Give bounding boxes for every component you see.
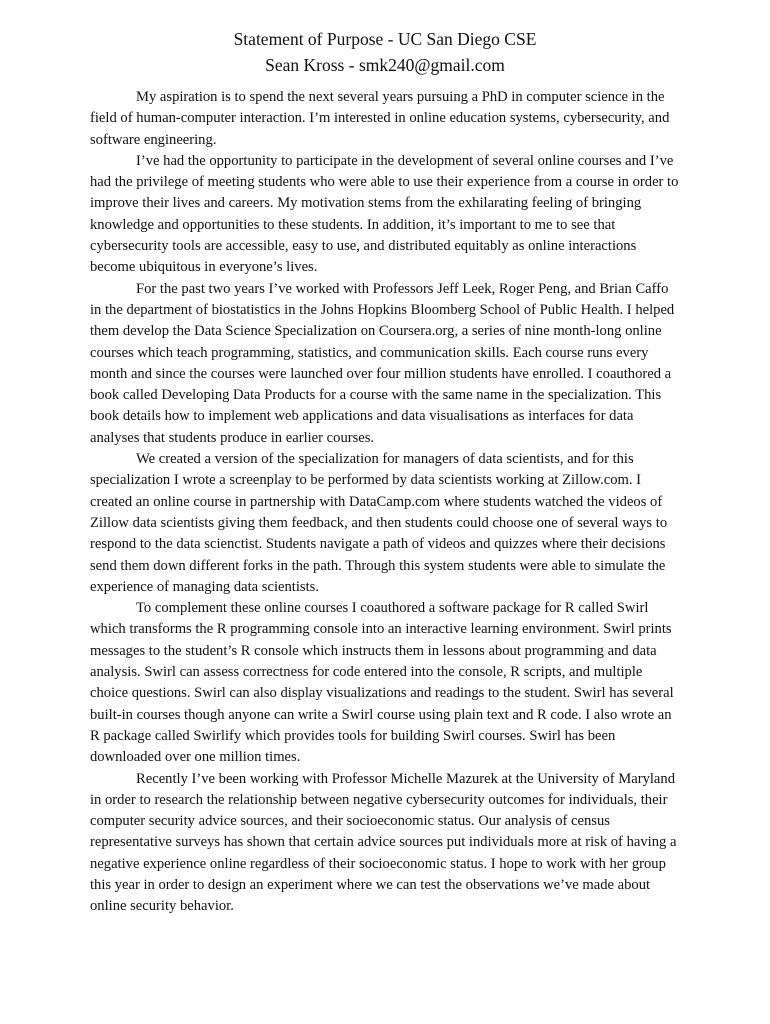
paragraph-swirl: To complement these online courses I coauthored a software package for R called Swirl which transforms the R programming console into an interactive learning environment. Swirl prints messages to the student’s R console which instructs them in lessons about programming and data analysis. Swirl can assess correctness for code entered into the console, R scripts, and multiple choice questions. Swirl can also display visualizations and readings to the student. Swirl has several built-in courses though anyone can write a Swirl course using plain text and R code. I also wrote an R package called Swirlify which provides tools for building Swirl courses. Swirl has been downloaded over one million times. [90,600,674,766]
document-page [90,26,680,918]
paragraph-maryland-research: Recently I’ve been working with Professor Michelle Mazurek at the University of Maryland in order to research the relationship between negative cybersecurity outcomes for individuals, their computer security advice sources, and their socioeconomic status. Our analysis of census representative surveys has shown that certain advice sources put individuals more at risk of having a negative experience online regardless of their socioeconomic status. I hope to work with her group this year in order to design an experiment where we can test the observations we’ve made about online security behavior. [90,770,677,915]
paragraph-motivation: I’ve had the opportunity to participate in the development of several online courses and I’ve had the privilege of meeting students who were able to use their experience from a course in order to improve their lives and careers. My motivation stems from the exhilarating feeling of bringing knowledge and opportunities to these students. In addition, it’s important to me to see that cybersecurity tools are accessible, easy to use, and distributed equitably as online interactions become ubiquitous in everyone’s lives. [90,152,679,276]
document-body [90,87,680,918]
author-line: Sean Kross - smk240@gmail.com [265,55,505,75]
paragraph-johns-hopkins: For the past two years I’ve worked with Professors Jeff Leek, Roger Peng, and Brian Caffo in the department of biostatistics in the Johns Hopkins Bloomberg School of Public Health. I helped them develop the Data Science Specialization on Coursera.org, a series of nine month-long online courses which teach programming, statistics, and communication skills. Each course runs every month and since the courses were launched over four million students have enrolled. I coauthored a book called Developing Data Products for a course with the same name in the specialization. This book details how to implement web applications and data visualisations as interfaces for data analyses that students produce in earlier courses. [90,280,675,446]
paragraph-aspiration: My aspiration is to spend the next several years pursuing a PhD in computer science in the field of human-computer interaction. I’m interested in online education systems, cybersecurity, and software engineering. [90,89,670,148]
document-header [90,26,680,78]
document-title: Statement of Purpose - UC San Diego CSE [233,29,537,49]
paragraph-zillow-datacamp: We created a version of the specialization for managers of data scientists, and for this specialization I wrote a screenplay to be performed by data scientists working at Zillow.com. I created an online course in partnership with DataCamp.com where students watched the videos of Zillow data scientists giving them feedback, and then students could choose one of several ways to respond to the data scienctist. Students navigate a path of videos and quizzes where their decisions send them down different forks in the path. Through this system students were able to simulate the experience of managing data scientists. [90,451,668,595]
